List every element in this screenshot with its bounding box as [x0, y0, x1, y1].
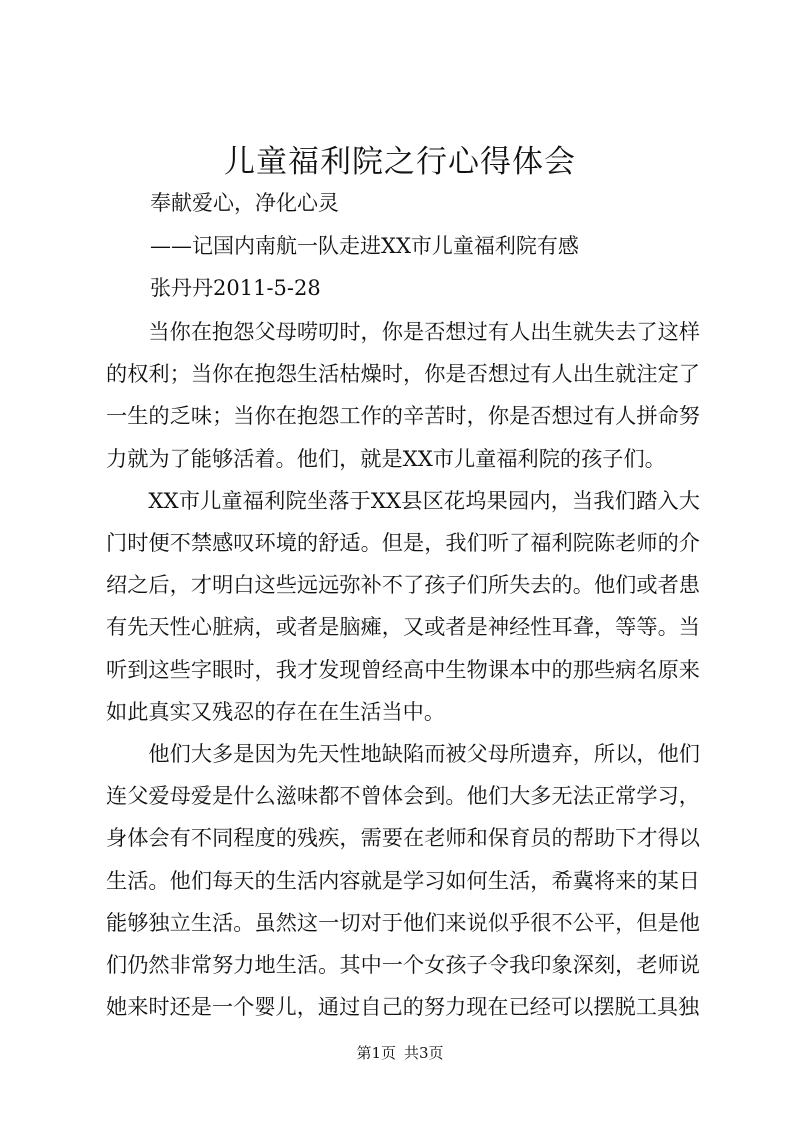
- page-total: 共3页: [404, 1044, 444, 1062]
- document-subtitle: 奉献爱心，净化心灵: [150, 191, 339, 215]
- paragraph: 他们大多是因为先天性地缺陷而被父母所遗弃，所以，他们连父爱母爱是什么滋味都不曾体会到。他们大多无法正常学习，身体会有不同程度的残疾，需要在老师和保育员的帮助下才得以生活。他们每天的生活内容就是学习如何生活，希冀将来的某日能够独立生活。虽然这一切对于他们来说似乎很不公平，但是他们仍然非常努力地生活。其中一个女孩子令我印象深刻，老师说她来时还是一个婴儿，通过自己的努力现在已经可以摆脱工具独: [106, 741, 700, 1020]
- paragraph: 当你在抱怨父母唠叨时，你是否想过有人出生就失去了这样的权利；当你在抱怨生活枯燥时，你是否想过有人出生就注定了一生的乏味；当你在抱怨工作的辛苦时，你是否想过有人拼命努力就为了能够活着。他们，就是XX市儿童福利院的孩子们。: [106, 319, 700, 471]
- page-number: 第1页: [356, 1044, 396, 1062]
- document-byline: ——记国内南航一队走进XX市儿童福利院有感: [150, 234, 579, 258]
- document-body: [106, 311, 700, 1028]
- paragraph: XX市儿童福利院坐落于XX县区花坞果园内，当我们踏入大门时便不禁感叹环境的舒适。但是，我们听了福利院陈老师的介绍之后，才明白这些远远弥补不了孩子们所失去的。他们或者患有先天性心脏病，或者是脑瘫，又或者是神经性耳聋，等等。当听到这些字眼时，我才发现曾经高中生物课本中的那些病名原来如此真实又残忍的存在在生活当中。: [106, 487, 700, 724]
- page-footer: [0, 1043, 800, 1063]
- author-date: 张丹丹2011-5-28: [150, 276, 321, 300]
- document-title: 儿童福利院之行心得体会: [224, 144, 576, 180]
